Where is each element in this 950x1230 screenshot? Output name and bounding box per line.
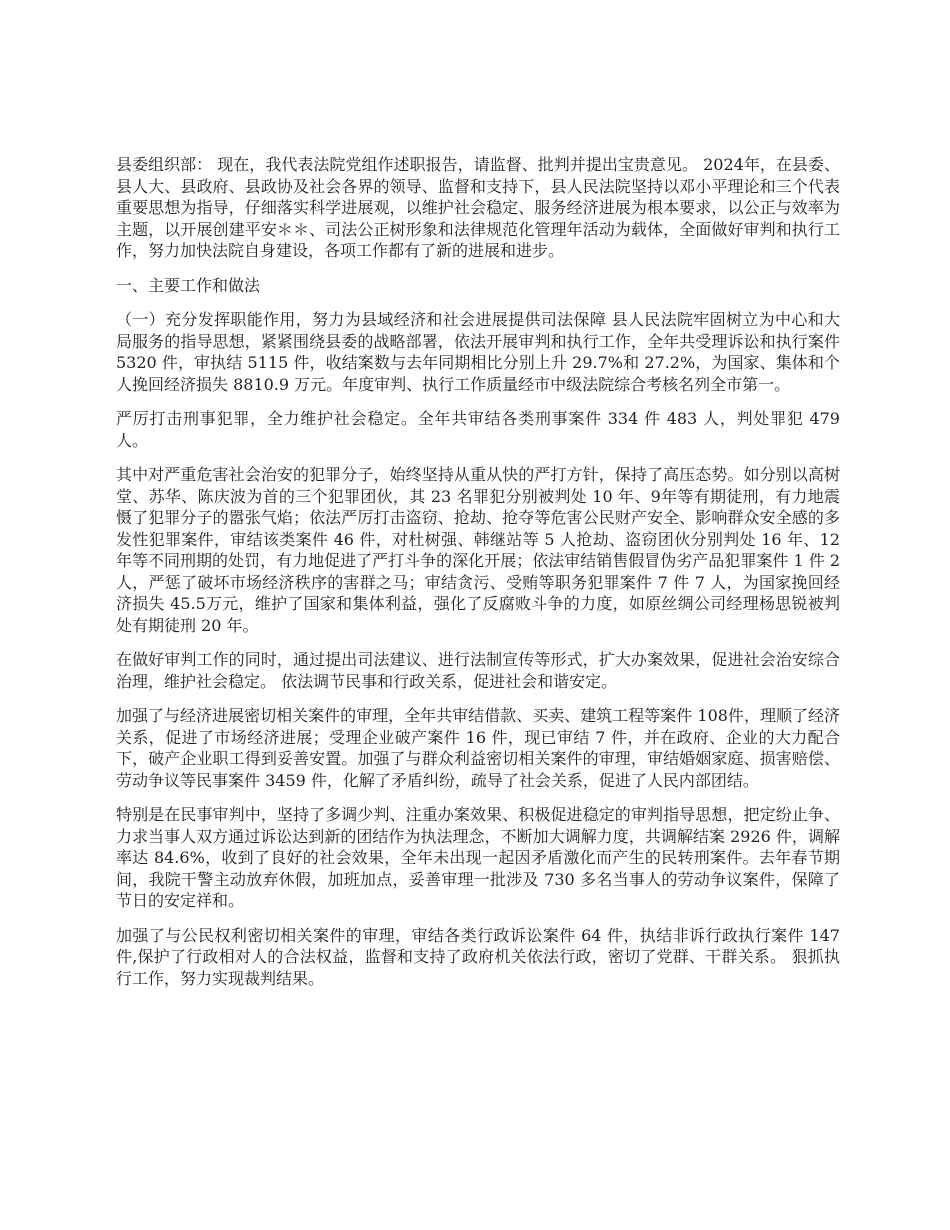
document-body bbox=[116, 154, 840, 1002]
section-heading-main-work: 一、主要工作和做法 bbox=[116, 275, 261, 295]
paragraph-judicial-guarantee: （一）充分发挥职能作用，努力为县域经济和社会进展提供司法保障 县人民法院牢固树立为中心和大局服务的指导思想，紧紧围绕县委的战略部署，依法开展审判和执行工作，全年共受理诉讼和执行案件 5320 件，审执结 5115 件，收结案数与去年同期相比分别上升 29.7%和 27.2%，为国家、集体和个人挽回经济损失 8810.9 万元。年度审判、执行工作质量经市中级法院综合考核名列全市第一。 bbox=[116, 310, 840, 394]
intro-paragraph: 县委组织部： 现在，我代表法院党组作述职报告，请监督、批判并提出宝贵意见。 2024年，在县委、县人大、县政府、县政协及社会各界的领导、监督和支持下，县人民法院坚持以邓小平理论和三个代表重要思想为指导，仔细落实科学进展观，以维护社会稳定、服务经济进展为根本要求，以公正与效率为主题，以开展创建平安＊＊、司法公正树形象和法律规范化管理年活动为载体，全面做好审判和执行工作，努力加快法院自身建设，各项工作都有了新的进展和进步。 bbox=[116, 155, 840, 260]
paragraph-civil-mediation: 特别是在民事审判中，坚持了多调少判、注重办案效果、积极促进稳定的审判指导思想，把定纷止争、力求当事人双方通过诉讼达到新的团结作为执法理念，不断加大调解力度，共调解结案 2926 件，调解率达 84.6%，收到了良好的社会效果，全年未出现一起因矛盾激化而产生的民转刑案件。去年春节期间，我院干警主动放弃休假，加班加点，妥善审理一批涉及 730 多名当事人的劳动争议案件，保障了节日的安定祥和。 bbox=[116, 805, 840, 910]
paragraph-strike-hard: 其中对严重危害社会治安的犯罪分子，始终坚持从重从快的严打方针，保持了高压态势。如分别以高树堂、苏华、陈庆波为首的三个犯罪团伙，其 23 名罪犯分别被判处 10 年、9年等有期徒刑，有力地震慑了犯罪分子的嚣张气焰；依法严厉打击盗窃、抢劫、抢夺等危害公民财产安全、影响群众安全感的多发性犯罪案件，审结该类案件 46 件，对杜树强、韩继站等 5 人抢劫、盗窃团伙分别判处 16 年、12 年等不同刑期的处罚，有力地促进了严打斗争的深化开展；依法审结销售假冒伪劣产品犯罪案件 1 件 2 人，严惩了破坏市场经济秩序的害群之马；审结贪污、受贿等职务犯罪案件 7 件 7 人，为国家挽回经济损失 45.5万元，维护了国家和集体利益，强化了反腐败斗争的力度，如原丝绸公司经理杨思锐被判处有期徒刑 20 年。 bbox=[116, 465, 840, 635]
paragraph-administrative-cases: 加强了与公民权利密切相关案件的审理，审结各类行政诉讼案件 64 件，执结非诉行政执行案件 147 件,保护了行政相对人的合法权益，监督和支持了政府机关依法行政，密切了党群、干群关系。 狠抓执行工作，努力实现裁判结果。 bbox=[116, 925, 840, 988]
paragraph-criminal-cases: 严厉打击刑事犯罪，全力维护社会稳定。全年共审结各类刑事案件 334 件 483 人，判处罪犯 479 人。 bbox=[116, 409, 840, 450]
paragraph-economic-cases: 加强了与经济进展密切相关案件的审理，全年共审结借款、买卖、建筑工程等案件 108件，理顺了经济关系，促进了市场经济进展；受理企业破产案件 16 件，现已审结 7 件，并在政府、企业的大力配合下，破产企业职工得到妥善安置。加强了与群众利益密切相关案件的审理，审结婚姻家庭、损害赔偿、劳动争议等民事案件 3459 件，化解了矛盾纠纷，疏导了社会关系，促进了人民内部团结。 bbox=[116, 706, 840, 790]
paragraph-judicial-suggestions: 在做好审判工作的同时，通过提出司法建议、进行法制宣传等形式，扩大办案效果，促进社会治安综合治理，维护社会稳定。 依法调节民事和行政关系，促进社会和谐安定。 bbox=[116, 650, 840, 691]
